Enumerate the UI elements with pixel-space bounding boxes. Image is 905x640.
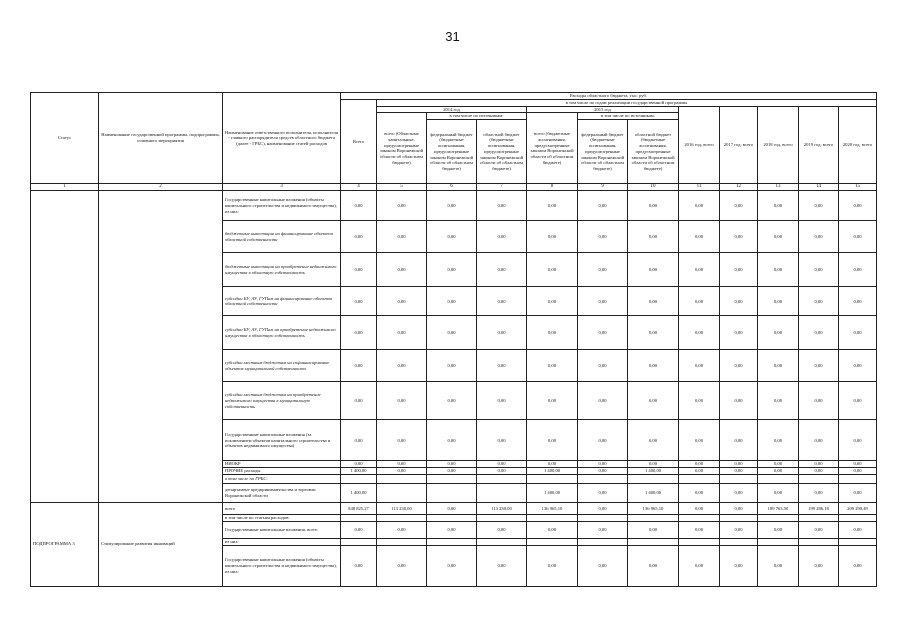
amount-cell: 0,00 xyxy=(679,461,720,468)
expense-item-label: в том числе по ГРБС: xyxy=(223,474,341,483)
column-number: 10 xyxy=(628,184,679,191)
amount-cell xyxy=(720,474,758,483)
amount-cell: 0,00 xyxy=(679,382,720,420)
amount-cell: 0,00 xyxy=(799,287,839,316)
amount-cell: 0,00 xyxy=(527,350,578,382)
amount-cell: 0,00 xyxy=(578,521,628,538)
amount-cell: 0,00 xyxy=(427,350,477,382)
amount-cell: 0,00 xyxy=(527,545,578,586)
amount-cell: 113 230,00 xyxy=(377,502,427,514)
amount-cell: 0,00 xyxy=(628,545,679,586)
header-total: Всего xyxy=(341,100,377,184)
amount-cell xyxy=(799,514,839,521)
amount-cell: 0,00 xyxy=(720,350,758,382)
amount-cell: 0,00 xyxy=(839,461,877,468)
column-number: 11 xyxy=(679,184,720,191)
column-number: 15 xyxy=(839,184,877,191)
amount-cell: 1 400,00 xyxy=(341,468,377,475)
column-number: 14 xyxy=(799,184,839,191)
amount-cell xyxy=(427,474,477,483)
amount-cell: 0,00 xyxy=(578,382,628,420)
expense-item-label: субсидии БУ, АУ, ГУПам на приобретение недвижимого имущества в областную собственность xyxy=(223,316,341,350)
amount-cell: 0,00 xyxy=(799,468,839,475)
table-row xyxy=(31,502,877,514)
amount-cell: 0,00 xyxy=(341,221,377,253)
header-2019: 2019 год, всего xyxy=(799,106,839,183)
amount-cell: 0,00 xyxy=(477,420,527,461)
expense-item-label: из них: xyxy=(223,538,341,545)
amount-cell: 0,00 xyxy=(427,287,477,316)
amount-cell xyxy=(527,538,578,545)
amount-cell: 0,00 xyxy=(799,316,839,350)
column-number: 12 xyxy=(720,184,758,191)
amount-cell: 0,00 xyxy=(679,316,720,350)
amount-cell: 0,00 xyxy=(477,221,527,253)
amount-cell: 0,00 xyxy=(527,221,578,253)
amount-cell: 0,00 xyxy=(679,545,720,586)
amount-cell: 0,00 xyxy=(477,191,527,221)
amount-cell: 0,00 xyxy=(477,382,527,420)
amount-cell: 0,00 xyxy=(427,253,477,287)
amount-cell: 0,00 xyxy=(758,382,799,420)
amount-cell: 0,00 xyxy=(679,287,720,316)
amount-cell: 0,00 xyxy=(839,287,877,316)
amount-cell: 0,00 xyxy=(720,420,758,461)
status-cell: ПОДПРОГРАММА 3 xyxy=(31,502,99,586)
amount-cell: 0,00 xyxy=(720,502,758,514)
header-status: Статус xyxy=(31,93,99,184)
program-name-cell xyxy=(99,191,223,502)
amount-cell: 0,00 xyxy=(578,191,628,221)
amount-cell: 0,00 xyxy=(679,191,720,221)
amount-cell: 848 825,27 xyxy=(341,502,377,514)
amount-cell: 0,00 xyxy=(839,483,877,502)
amount-cell: 0,00 xyxy=(527,521,578,538)
amount-cell xyxy=(799,474,839,483)
amount-cell xyxy=(628,474,679,483)
amount-cell: 0,00 xyxy=(477,461,527,468)
expense-item-label: Государственные капитальные вложения (объекты капитального строительства и недвижимого имущества), из них: xyxy=(223,191,341,221)
amount-cell: 0,00 xyxy=(799,420,839,461)
amount-cell: 0,00 xyxy=(578,253,628,287)
amount-cell: 0,00 xyxy=(628,221,679,253)
amount-cell: 0,00 xyxy=(427,382,477,420)
amount-cell: 0,00 xyxy=(427,502,477,514)
amount-cell xyxy=(578,474,628,483)
amount-cell: 0,00 xyxy=(477,316,527,350)
amount-cell xyxy=(679,474,720,483)
amount-cell xyxy=(341,514,377,521)
amount-cell: 189 763,50 xyxy=(758,502,799,514)
amount-cell: 0,00 xyxy=(758,316,799,350)
amount-cell: 0,00 xyxy=(758,191,799,221)
amount-cell: 0,00 xyxy=(427,420,477,461)
amount-cell: 0,00 xyxy=(720,521,758,538)
amount-cell: 0,00 xyxy=(578,350,628,382)
amount-cell: 0,00 xyxy=(377,191,427,221)
amount-cell: 0,00 xyxy=(427,191,477,221)
amount-cell: 0,00 xyxy=(527,382,578,420)
amount-cell: 0,00 xyxy=(427,461,477,468)
amount-cell: 0,00 xyxy=(341,350,377,382)
amount-cell xyxy=(477,514,527,521)
amount-cell xyxy=(720,538,758,545)
amount-cell xyxy=(377,474,427,483)
amount-cell: 209 290,49 xyxy=(839,502,877,514)
amount-cell: 0,00 xyxy=(679,468,720,475)
amount-cell: 0,00 xyxy=(527,191,578,221)
amount-cell: 0,00 xyxy=(477,350,527,382)
expense-item-label: бюджетные инвестиции на приобретение недвижимого имущества в областную собственность xyxy=(223,253,341,287)
amount-cell: 0,00 xyxy=(377,545,427,586)
page-number: 31 xyxy=(445,29,460,44)
header-2020: 2020 год, всего xyxy=(839,106,877,183)
amount-cell: 0,00 xyxy=(578,221,628,253)
header-2014-federal: федеральный бюджет (бюджетные ассигнования, предусмотренные законом Воронежской области об областном бюджете) xyxy=(427,120,477,184)
amount-cell: 0,00 xyxy=(758,483,799,502)
amount-cell: 0,00 xyxy=(578,502,628,514)
column-number: 4 xyxy=(341,184,377,191)
amount-cell: 0,00 xyxy=(477,287,527,316)
status-cell xyxy=(31,191,99,502)
amount-cell xyxy=(477,483,527,502)
amount-cell: 0,00 xyxy=(578,483,628,502)
amount-cell xyxy=(477,474,527,483)
amount-cell: 1 400,00 xyxy=(341,483,377,502)
amount-cell: 0,00 xyxy=(758,545,799,586)
header-2018: 2018 год, всего xyxy=(758,106,799,183)
amount-cell: 0,00 xyxy=(839,468,877,475)
amount-cell: 0,00 xyxy=(839,350,877,382)
amount-cell: 0,00 xyxy=(799,350,839,382)
column-number-row xyxy=(31,184,877,191)
header-2016: 2016 год, всего xyxy=(679,106,720,183)
amount-cell xyxy=(839,538,877,545)
amount-cell: 1 400,00 xyxy=(527,483,578,502)
amount-cell: 0,00 xyxy=(679,420,720,461)
expense-item-label: Государственные капитальные вложения, всего xyxy=(223,521,341,538)
amount-cell: 0,00 xyxy=(578,545,628,586)
expense-item-label: субсидии местным бюджетам на приобретение недвижимого имущества в муниципальную собственность xyxy=(223,382,341,420)
header-program-name: Наименование государственной программы, подпрограммы, основного мероприятия xyxy=(99,93,223,184)
amount-cell: 0,00 xyxy=(628,287,679,316)
amount-cell: 0,00 xyxy=(720,191,758,221)
amount-cell: 0,00 xyxy=(720,287,758,316)
amount-cell: 0,00 xyxy=(839,545,877,586)
amount-cell xyxy=(679,538,720,545)
amount-cell: 0,00 xyxy=(477,521,527,538)
amount-cell: 0,00 xyxy=(799,483,839,502)
amount-cell: 0,00 xyxy=(628,191,679,221)
amount-cell: 0,00 xyxy=(799,521,839,538)
amount-cell: 0,00 xyxy=(377,287,427,316)
amount-cell xyxy=(477,538,527,545)
amount-cell: 0,00 xyxy=(527,420,578,461)
expense-item-label: Государственные капитальные вложения (объекты капитального строительства и недвижимого имущества), из них: xyxy=(223,545,341,586)
amount-cell: 0,00 xyxy=(720,382,758,420)
header-2015-regional: областной бюджет (бюджетные ассигнования, предусмотренные законом Воронежской области об областном бюджете) xyxy=(628,120,679,184)
amount-cell: 0,00 xyxy=(799,545,839,586)
amount-cell: 0,00 xyxy=(839,420,877,461)
amount-cell: 0,00 xyxy=(341,316,377,350)
amount-cell: 0,00 xyxy=(720,221,758,253)
amount-cell: 0,00 xyxy=(758,461,799,468)
amount-cell xyxy=(720,514,758,521)
expense-item-label: субсидии БУ, АУ, ГУПам на финансирование объектов областной собственности xyxy=(223,287,341,316)
amount-cell: 0,00 xyxy=(679,483,720,502)
amount-cell xyxy=(799,538,839,545)
amount-cell: 0,00 xyxy=(679,350,720,382)
amount-cell: 0,00 xyxy=(377,461,427,468)
amount-cell: 0,00 xyxy=(720,545,758,586)
amount-cell: 0,00 xyxy=(679,253,720,287)
amount-cell: 0,00 xyxy=(628,350,679,382)
amount-cell: 0,00 xyxy=(758,287,799,316)
amount-cell xyxy=(679,514,720,521)
amount-cell: 0,00 xyxy=(720,461,758,468)
amount-cell xyxy=(758,474,799,483)
column-number: 13 xyxy=(758,184,799,191)
amount-cell: 0,00 xyxy=(839,521,877,538)
amount-cell: 0,00 xyxy=(628,461,679,468)
amount-cell: 0,00 xyxy=(799,461,839,468)
amount-cell: 0,00 xyxy=(578,461,628,468)
amount-cell: 0,00 xyxy=(377,468,427,475)
amount-cell: 0,00 xyxy=(758,420,799,461)
expense-item-label: субсидии местным бюджетам на софинансирование объектов муниципальной собственности xyxy=(223,350,341,382)
amount-cell: 0,00 xyxy=(377,350,427,382)
amount-cell: 0,00 xyxy=(679,221,720,253)
amount-cell xyxy=(341,474,377,483)
amount-cell xyxy=(341,538,377,545)
amount-cell: 0,00 xyxy=(477,253,527,287)
amount-cell: 0,00 xyxy=(839,191,877,221)
amount-cell: 0,00 xyxy=(799,382,839,420)
amount-cell: 0,00 xyxy=(720,253,758,287)
amount-cell: 0,00 xyxy=(758,350,799,382)
expense-item-label: департамент предпринимательства и торговли Воронежской области xyxy=(223,483,341,502)
column-number: 5 xyxy=(377,184,427,191)
amount-cell: 0,00 xyxy=(628,382,679,420)
amount-cell xyxy=(839,514,877,521)
amount-cell: 0,00 xyxy=(341,521,377,538)
header-2015-sources: в том числе по источникам: xyxy=(578,113,679,120)
amount-cell: 0,00 xyxy=(720,316,758,350)
amount-cell xyxy=(377,538,427,545)
program-name-cell: Стимулирование развития инноваций xyxy=(99,502,223,586)
amount-cell: 0,00 xyxy=(839,316,877,350)
column-number: 9 xyxy=(578,184,628,191)
amount-cell: 0,00 xyxy=(679,521,720,538)
amount-cell: 1 400,00 xyxy=(628,468,679,475)
amount-cell: 0,00 xyxy=(427,468,477,475)
amount-cell: 0,00 xyxy=(758,521,799,538)
amount-cell: 199 286,18 xyxy=(799,502,839,514)
amount-cell: 0,00 xyxy=(377,316,427,350)
amount-cell: 113 230,00 xyxy=(477,502,527,514)
amount-cell: 0,00 xyxy=(578,468,628,475)
amount-cell: 0,00 xyxy=(578,316,628,350)
amount-cell: 1 400,00 xyxy=(628,483,679,502)
amount-cell: 0,00 xyxy=(341,461,377,468)
header-2017: 2017 год, всего xyxy=(720,106,758,183)
column-number: 3 xyxy=(223,184,341,191)
amount-cell: 0,00 xyxy=(477,545,527,586)
amount-cell: 0,00 xyxy=(427,521,477,538)
amount-cell xyxy=(758,514,799,521)
amount-cell: 0,00 xyxy=(377,382,427,420)
amount-cell: 0,00 xyxy=(427,545,477,586)
expense-item-label: всего xyxy=(223,502,341,514)
expense-item-label: НИОКР xyxy=(223,461,341,468)
amount-cell: 0,00 xyxy=(799,221,839,253)
expense-item-label: бюджетные инвестиции на финансирование объектов областной собственности xyxy=(223,221,341,253)
amount-cell xyxy=(839,474,877,483)
header-year-2015: 2015 год xyxy=(527,106,679,113)
amount-cell: 0,00 xyxy=(377,420,427,461)
amount-cell: 0,00 xyxy=(527,316,578,350)
amount-cell: 0,00 xyxy=(628,521,679,538)
amount-cell: 0,00 xyxy=(758,221,799,253)
amount-cell: 0,00 xyxy=(377,221,427,253)
header-executor: Наименование ответственного исполнителя, исполнителя - главного распорядителя средств областного бюджета (далее - ГРБС), наименование статей расходов xyxy=(223,93,341,184)
amount-cell: 0,00 xyxy=(628,316,679,350)
amount-cell xyxy=(427,538,477,545)
amount-cell: 0,00 xyxy=(527,287,578,316)
amount-cell: 0,00 xyxy=(377,253,427,287)
amount-cell: 0,00 xyxy=(341,382,377,420)
header-year-2014: 2014 год xyxy=(377,106,527,113)
amount-cell: 0,00 xyxy=(839,253,877,287)
amount-cell xyxy=(377,483,427,502)
header-2014-total: всего (Областные капитальные, предусмотренные законом Воронежской области об областном бюджете) xyxy=(377,113,427,184)
amount-cell: 0,00 xyxy=(720,483,758,502)
budget-table xyxy=(30,92,877,587)
table-row xyxy=(31,191,877,221)
expense-item-label: Государственные капитальные вложения (за исключением объектов капитального строительства и объектов недвижимого имущества) xyxy=(223,420,341,461)
expense-item-label: ПРОЧИЕ расходы xyxy=(223,468,341,475)
expense-item-label: в том числе по статьям расходов: xyxy=(223,514,341,521)
amount-cell: 0,00 xyxy=(341,420,377,461)
amount-cell: 0,00 xyxy=(628,253,679,287)
header-expenses-title: Расходы областного бюджета, тыс. руб. xyxy=(341,93,877,100)
amount-cell xyxy=(427,483,477,502)
header-2014-sources: в том числе по источникам: xyxy=(427,113,527,120)
header-2014-regional: областной бюджет (бюджетные ассигнования, предусмотренные законом Воронежской области об областном бюджете) xyxy=(477,120,527,184)
amount-cell xyxy=(578,538,628,545)
column-number: 7 xyxy=(477,184,527,191)
amount-cell: 0,00 xyxy=(578,287,628,316)
column-number: 6 xyxy=(427,184,477,191)
column-number: 8 xyxy=(527,184,578,191)
amount-cell: 0,00 xyxy=(578,420,628,461)
amount-cell: 0,00 xyxy=(341,253,377,287)
amount-cell: 0,00 xyxy=(341,545,377,586)
amount-cell: 136 965,10 xyxy=(527,502,578,514)
amount-cell xyxy=(427,514,477,521)
column-number: 2 xyxy=(99,184,223,191)
amount-cell: 0,00 xyxy=(799,191,839,221)
header-2015-federal: федеральный бюджет (бюджетные ассигнования, предусмотренные законом Воронежской области об областном бюджете) xyxy=(578,120,628,184)
amount-cell xyxy=(377,514,427,521)
amount-cell xyxy=(527,514,578,521)
amount-cell xyxy=(527,474,578,483)
column-number: 1 xyxy=(31,184,99,191)
amount-cell xyxy=(628,538,679,545)
amount-cell: 0,00 xyxy=(720,468,758,475)
amount-cell: 0,00 xyxy=(427,221,477,253)
amount-cell xyxy=(628,514,679,521)
amount-cell: 0,00 xyxy=(341,191,377,221)
amount-cell: 136 965,10 xyxy=(628,502,679,514)
amount-cell xyxy=(578,514,628,521)
header-incl-by-years: в том числе по годам реализации государственной программы xyxy=(377,100,877,107)
header-2015-total: всего (бюджетные ассигнования, предусмотренные законом Воронежской области об областном бюджете) xyxy=(527,113,578,184)
amount-cell: 0,00 xyxy=(839,382,877,420)
amount-cell: 1 400,00 xyxy=(527,468,578,475)
amount-cell: 0,00 xyxy=(377,521,427,538)
amount-cell: 0,00 xyxy=(758,468,799,475)
amount-cell: 0,00 xyxy=(477,468,527,475)
amount-cell: 0,00 xyxy=(527,461,578,468)
amount-cell: 0,00 xyxy=(527,253,578,287)
amount-cell xyxy=(758,538,799,545)
amount-cell: 0,00 xyxy=(758,253,799,287)
amount-cell: 0,00 xyxy=(679,502,720,514)
amount-cell: 0,00 xyxy=(628,420,679,461)
amount-cell: 0,00 xyxy=(799,253,839,287)
amount-cell: 0,00 xyxy=(341,287,377,316)
amount-cell: 0,00 xyxy=(839,221,877,253)
amount-cell: 0,00 xyxy=(427,316,477,350)
